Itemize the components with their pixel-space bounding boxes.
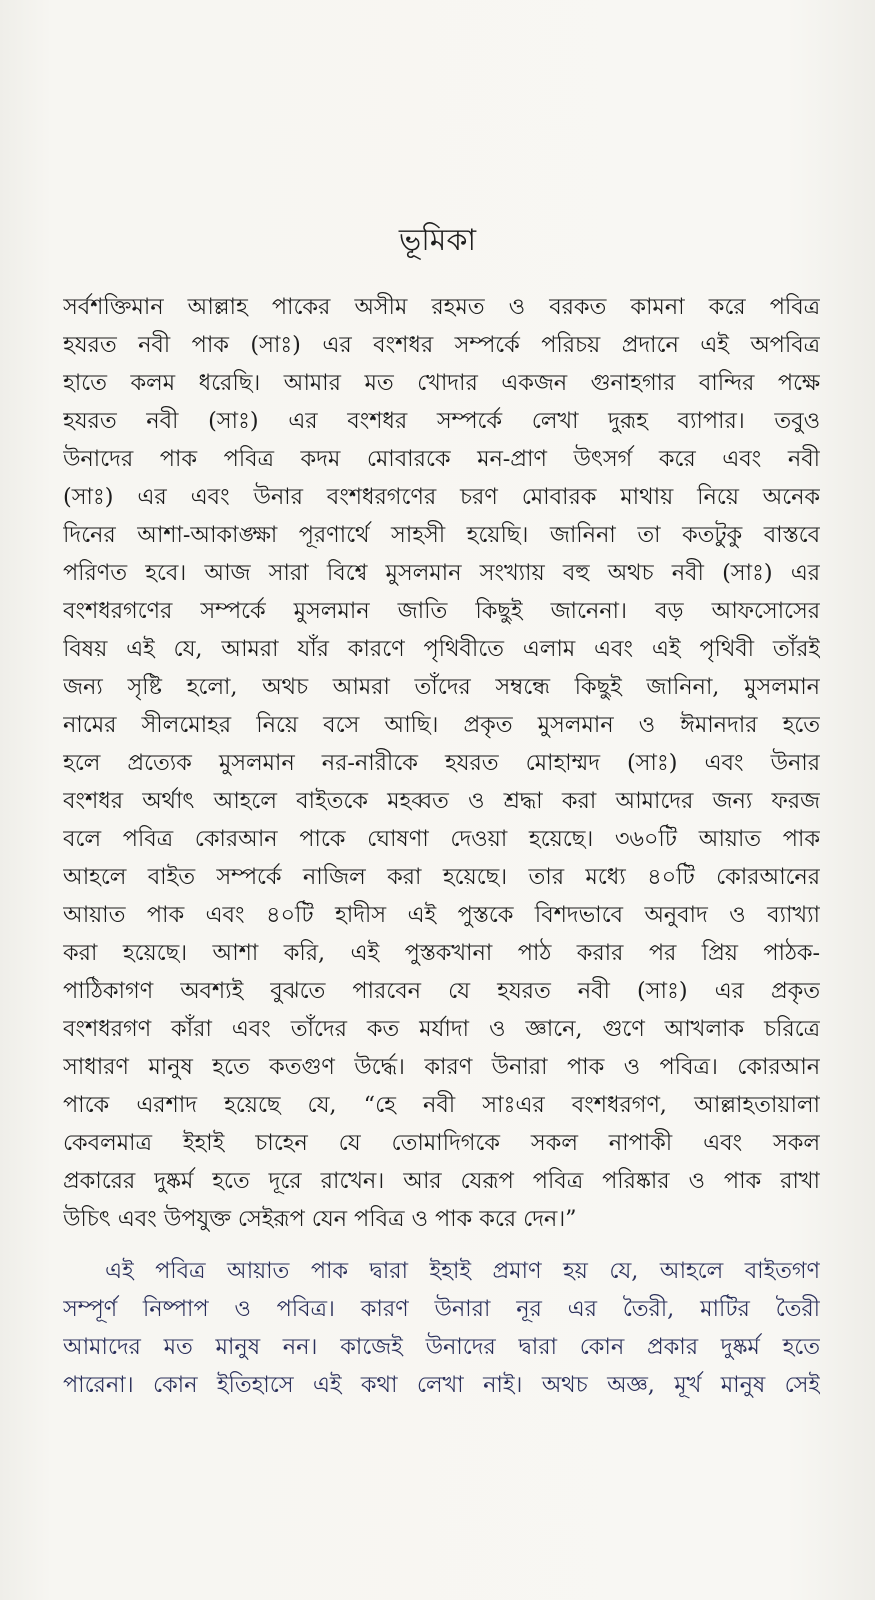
text-line: বংশধরগণের সম্পর্কে মুসলমান জাতি কিছুই জানেনা। বড় আফসোসের [63, 598, 820, 624]
text-line: করা হয়েছে। আশা করি, এই পুস্তকখানা পাঠ করার পর প্রিয় পাঠক- [63, 940, 820, 966]
text-line: হলে প্রত্যেক মুসলমান নর-নারীকে হযরত মোহাম্মদ (সাঃ) এবং উনার [63, 750, 820, 776]
text-line: হযরত নবী (সাঃ) এর বংশধর সম্পর্কে লেখা দুরূহ ব্যাপার। তবুও [63, 408, 820, 434]
body-text [63, 288, 820, 1404]
text-line: আহলে বাইত সম্পর্কে নাজিল করা হয়েছে। তার মধ্যে ৪০টি কোরআনের [63, 864, 820, 890]
text-line: উনাদের পাক পবিত্র কদম মোবারকে মন-প্রাণ উৎসর্গ করে এবং নবী [63, 446, 820, 472]
text-line: (সাঃ) এর এবং উনার বংশধরগণের চরণ মোবারক মাথায় নিয়ে অনেক [63, 484, 820, 510]
text-line: পাঠিকাগণ অবশ্যই বুঝতে পারবেন যে হযরত নবী (সাঃ) এর প্রকৃত [63, 978, 820, 1004]
text-line: হযরত নবী পাক (সাঃ) এর বংশধর সম্পর্কে পরিচয় প্রদানে এই অপবিত্র [63, 332, 820, 358]
text-line: পারেনা। কোন ইতিহাসে এই কথা লেখা নাই। অথচ অজ্ঞ, মূর্খ মানুষ সেই [63, 1372, 820, 1398]
paragraph-2 [63, 1252, 820, 1404]
text-line: আমাদের মত মানুষ নন। কাজেই উনাদের দ্বারা কোন প্রকার দুষ্কর্ম হতে [63, 1334, 820, 1360]
page-title: ভূমিকা [398, 223, 477, 258]
text-line: এই পবিত্র আয়াত পাক দ্বারা ইহাই প্রমাণ হয় যে, আহলে বাইতগণ [105, 1258, 820, 1284]
paragraph-1 [63, 288, 820, 1238]
text-line: বিষয় এই যে, আমরা যাঁর কারণে পৃথিবীতে এলাম এবং এই পৃথিবী তাঁরই [63, 636, 820, 662]
text-line: সর্বশক্তিমান আল্লাহ পাকের অসীম রহমত ও বরকত কামনা করে পবিত্র [63, 294, 820, 320]
text-line: বংশধরগণ কাঁরা এবং তাঁদের কত মর্যাদা ও জ্ঞানে, গুণে আখলাক চরিত্রে [63, 1016, 820, 1042]
text-line: বলে পবিত্র কোরআন পাকে ঘোষণা দেওয়া হয়েছে। ৩৬০টি আয়াত পাক [63, 826, 820, 852]
text-line: কেবলমাত্র ইহাই চাহেন যে তোমাদিগকে সকল নাপাকী এবং সকল [63, 1130, 820, 1156]
text-line: উচিৎ এবং উপযুক্ত সেইরূপ যেন পবিত্র ও পাক করে দেন।” [63, 1206, 577, 1232]
text-line: দিনের আশা-আকাঙ্ক্ষা পূরণার্থে সাহসী হয়েছি। জানিনা তা কতটুকু বাস্তবে [63, 522, 820, 548]
text-line: জন্য সৃষ্টি হলো, অথচ আমরা তাঁদের সম্বন্ধে কিছুই জানিনা, মুসলমান [63, 674, 820, 700]
text-line: নামের সীলমোহর নিয়ে বসে আছি। প্রকৃত মুসলমান ও ঈমানদার হতে [63, 712, 820, 738]
text-line: পাকে এরশাদ হয়েছে যে, “হে নবী সাঃএর বংশধরগণ, আল্লাহতায়ালা [63, 1092, 820, 1118]
text-line: আয়াত পাক এবং ৪০টি হাদীস এই পুস্তকে বিশদভাবে অনুবাদ ও ব্যাখ্যা [63, 902, 820, 928]
text-line: হাতে কলম ধরেছি। আমার মত খোদার একজন গুনাহগার বান্দির পক্ষে [63, 370, 820, 396]
text-line: পরিণত হবে। আজ সারা বিশ্বে মুসলমান সংখ্যায় বহু অথচ নবী (সাঃ) এর [63, 560, 820, 586]
text-line: প্রকারের দুষ্কর্ম হতে দূরে রাখেন। আর যেরূপ পবিত্র পরিষ্কার ও পাক রাখা [63, 1168, 820, 1194]
text-line: বংশধর অর্থাৎ আহলে বাইতকে মহব্বত ও শ্রদ্ধা করা আমাদের জন্য ফরজ [63, 788, 820, 814]
text-line: সাধারণ মানুষ হতে কতগুণ উর্দ্ধে। কারণ উনারা পাক ও পবিত্র। কোরআন [63, 1054, 820, 1080]
text-line: সম্পূর্ণ নিষ্পাপ ও পবিত্র। কারণ উনারা নূর এর তৈরী, মাটির তৈরী [63, 1296, 820, 1322]
